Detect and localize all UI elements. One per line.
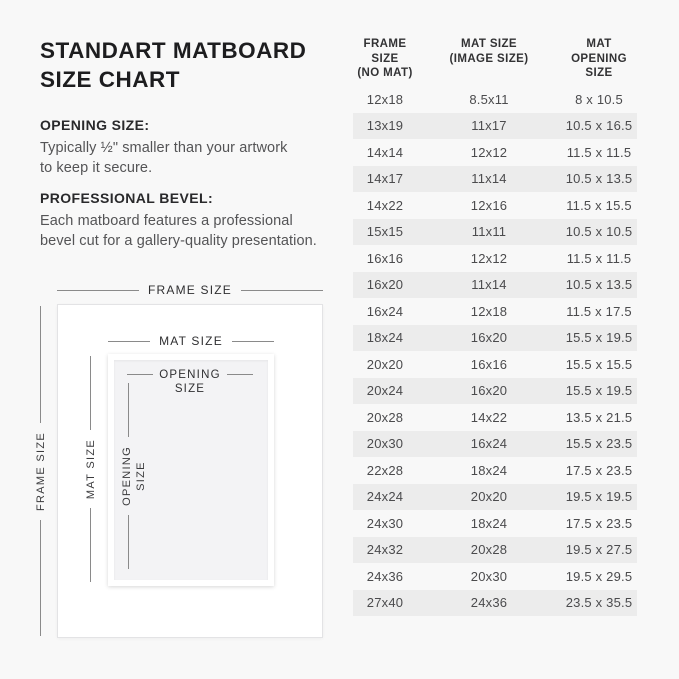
col-header-mat-size — [417, 37, 561, 81]
col-header-mat-opening-size-line1: MAT OPENING — [571, 38, 627, 65]
table-cell-frame-size: 15x15 — [366, 224, 404, 240]
table-cell-frame-size: 12x18 — [366, 91, 404, 107]
professional-bevel-text-line2: bevel cut for a gallery-quality presentation. — [40, 233, 317, 249]
table-row — [353, 431, 637, 458]
table-cell-mat-size: 16x20 — [470, 330, 508, 346]
table-cell-mat-opening-size: 11.5 x 17.5 — [566, 303, 632, 319]
frame-size-left-label-text — [34, 432, 48, 511]
table-body — [353, 86, 637, 616]
professional-bevel-heading: PROFESSIONAL BEVEL: — [40, 190, 214, 206]
frame-size-left-label — [33, 306, 48, 636]
opening-size-text-line2: to keep it secure. — [40, 160, 153, 176]
table-row — [353, 404, 637, 431]
table-row — [353, 298, 637, 325]
table-cell-frame-size: 14x17 — [366, 171, 404, 187]
col-header-frame-size-line1: FRAME SIZE — [363, 38, 407, 65]
frame-size-left-label-line: FRAME SIZE — [34, 431, 47, 511]
table-cell-mat-opening-size: 19.5 x 19.5 — [565, 489, 633, 505]
opening-size-top-label-text — [159, 368, 220, 396]
table-cell-mat-size: 24x36 — [470, 595, 508, 611]
table-cell-mat-size: 12x12 — [470, 144, 508, 160]
opening-size-left-label-text — [120, 446, 148, 506]
table-cell-mat-size: 20x30 — [470, 568, 508, 584]
leader-line — [90, 508, 91, 582]
table-row — [353, 378, 637, 405]
table-cell-frame-size: 20x30 — [366, 436, 404, 452]
col-header-mat-opening-size-line2: SIZE — [585, 67, 613, 79]
table-cell-mat-size: 18x24 — [470, 462, 508, 478]
page-title-line2: SIZE CHART — [40, 67, 180, 92]
opening-size-heading: OPENING SIZE: — [40, 117, 150, 133]
table-row — [353, 192, 637, 219]
frame-size-top-label — [57, 283, 323, 297]
table-cell-mat-size: 14x22 — [470, 409, 508, 425]
table-cell-mat-opening-size: 11.5 x 11.5 — [566, 250, 632, 266]
col-header-frame-size-line2: (NO MAT) — [357, 67, 413, 79]
leader-line — [108, 341, 150, 342]
table-row — [353, 272, 637, 299]
table-cell-frame-size: 20x24 — [366, 383, 404, 399]
table-cell-mat-size: 18x24 — [470, 515, 508, 531]
leader-line — [241, 290, 323, 291]
table-cell-mat-size: 12x16 — [470, 197, 508, 213]
table-row — [353, 563, 637, 590]
col-header-frame-size — [353, 37, 417, 81]
table-cell-frame-size: 14x14 — [366, 144, 404, 160]
table-row — [353, 219, 637, 246]
table-row — [353, 86, 637, 113]
table-cell-mat-opening-size: 10.5 x 13.5 — [565, 171, 633, 187]
table-row — [353, 457, 637, 484]
mat-size-top-label-text: MAT SIZE — [159, 334, 223, 348]
opening-size-top-label-line1: OPENING — [159, 369, 221, 381]
table-cell-frame-size: 22x28 — [366, 462, 404, 478]
leader-line — [40, 520, 41, 637]
opening-size-left-label-line1: OPENING — [121, 446, 133, 506]
table-cell-frame-size: 14x22 — [366, 197, 404, 213]
leader-line — [57, 290, 139, 291]
table-cell-mat-size: 20x20 — [470, 489, 508, 505]
table-cell-mat-size: 11x14 — [471, 171, 507, 187]
table-row — [353, 484, 637, 511]
table-cell-frame-size: 16x16 — [366, 250, 404, 266]
table-cell-mat-size: 8.5x11 — [469, 91, 509, 107]
table-row — [353, 510, 637, 537]
mat-size-left-label-line: MAT SIZE — [84, 438, 97, 500]
leader-line — [90, 356, 91, 430]
table-cell-mat-opening-size: 11.5 x 11.5 — [566, 144, 632, 160]
table-cell-frame-size: 16x20 — [366, 277, 404, 293]
table-cell-mat-size: 16x16 — [470, 356, 508, 372]
leader-line — [127, 374, 153, 375]
table-cell-mat-opening-size: 15.5 x 19.5 — [565, 330, 633, 346]
table-cell-mat-opening-size: 11.5 x 15.5 — [566, 197, 632, 213]
table-cell-mat-opening-size: 23.5 x 35.5 — [565, 595, 633, 611]
leader-line — [227, 374, 253, 375]
table-cell-mat-opening-size: 15.5 x 23.5 — [565, 436, 633, 452]
frame-size-top-label-text: FRAME SIZE — [148, 283, 233, 297]
table-cell-mat-size: 20x28 — [470, 542, 508, 558]
table-cell-frame-size: 13x19 — [366, 118, 404, 134]
table-row — [353, 537, 637, 564]
table-cell-frame-size: 24x36 — [366, 568, 404, 584]
table-cell-mat-opening-size: 19.5 x 29.5 — [565, 568, 633, 584]
col-header-mat-opening-size — [561, 37, 637, 81]
opening-size-left-label-line2: SIZE — [135, 461, 147, 491]
opening-size-left-label — [119, 383, 149, 569]
table-cell-frame-size: 18x24 — [366, 330, 404, 346]
table-cell-mat-opening-size: 10.5 x 16.5 — [565, 118, 633, 134]
leader-line — [128, 515, 129, 569]
table-row — [353, 245, 637, 272]
table-cell-mat-opening-size: 15.5 x 15.5 — [565, 356, 633, 372]
table-cell-mat-size: 11x11 — [471, 224, 507, 240]
table-cell-mat-opening-size: 15.5 x 19.5 — [565, 383, 633, 399]
col-header-mat-size-line1: MAT SIZE — [460, 38, 517, 50]
col-header-mat-size-line2: (IMAGE SIZE) — [449, 52, 529, 65]
table-cell-mat-size: 16x24 — [470, 436, 508, 452]
table-cell-mat-opening-size: 13.5 x 21.5 — [565, 409, 633, 425]
table-cell-frame-size: 16x24 — [366, 303, 404, 319]
table-row — [353, 113, 637, 140]
mat-size-top-label — [108, 334, 274, 348]
table-row — [353, 590, 637, 617]
table-cell-mat-opening-size: 10.5 x 10.5 — [565, 224, 633, 240]
table-cell-frame-size: 20x28 — [366, 409, 404, 425]
table-cell-mat-opening-size: 8 x 10.5 — [575, 91, 623, 107]
table-cell-mat-size: 11x17 — [471, 118, 507, 134]
table-cell-frame-size: 20x20 — [366, 356, 404, 372]
mat-size-left-label-text — [84, 439, 98, 499]
table-cell-mat-opening-size: 10.5 x 13.5 — [565, 277, 633, 293]
table-cell-frame-size: 24x32 — [366, 542, 404, 558]
page-title-line1: STANDART MATBOARD — [40, 38, 307, 63]
table-row — [353, 139, 637, 166]
table-cell-mat-size: 11x14 — [471, 277, 507, 293]
table-row — [353, 351, 637, 378]
professional-bevel-text-line1: Each matboard features a professional — [40, 213, 293, 229]
table-row — [353, 166, 637, 193]
opening-size-text-line1: Typically ½" smaller than your artwork — [40, 140, 288, 156]
leader-line — [40, 306, 41, 423]
table-cell-mat-size: 16x20 — [470, 383, 508, 399]
leader-line — [232, 341, 274, 342]
table-cell-frame-size: 24x30 — [366, 515, 404, 531]
leader-line — [128, 383, 129, 437]
table-cell-frame-size: 27x40 — [366, 595, 404, 611]
page-title — [40, 36, 306, 94]
table-cell-frame-size: 24x24 — [366, 489, 404, 505]
opening-size-section — [40, 117, 287, 178]
table-header-row — [353, 37, 637, 81]
opening-size-top-label-line2: SIZE — [174, 383, 206, 395]
table-cell-mat-size: 12x18 — [470, 303, 508, 319]
table-cell-mat-opening-size: 19.5 x 27.5 — [565, 542, 633, 558]
mat-size-left-label — [83, 356, 98, 582]
professional-bevel-section — [40, 190, 317, 251]
table-cell-mat-size: 12x12 — [470, 250, 508, 266]
table-cell-mat-opening-size: 17.5 x 23.5 — [565, 515, 633, 531]
table-cell-mat-opening-size: 17.5 x 23.5 — [565, 462, 633, 478]
table-row — [353, 325, 637, 352]
